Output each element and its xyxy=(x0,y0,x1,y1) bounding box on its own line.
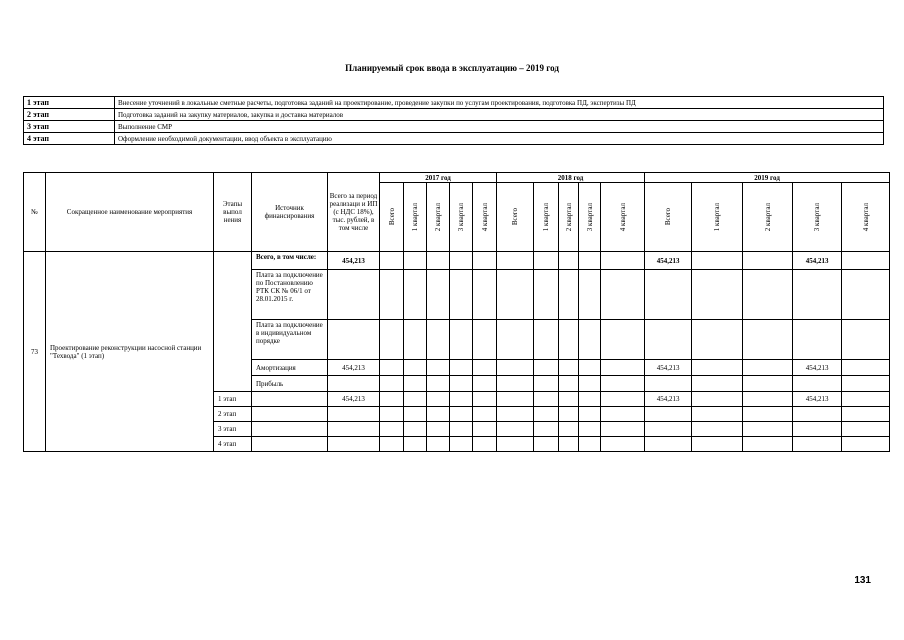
col-header-q1-2019: 1 квартал xyxy=(692,183,743,252)
total-value: 454,213 xyxy=(328,392,380,407)
col-header-vsego-2019: Всего xyxy=(645,183,692,252)
y2019-total-value xyxy=(645,437,692,452)
col-header-q3-2017: 3 квартал xyxy=(450,183,473,252)
source-label: Плата за подключение в индивидуальном порядке xyxy=(252,320,328,360)
total-value: 454,213 xyxy=(328,252,380,270)
y2019-total-value: 454,213 xyxy=(645,392,692,407)
etap-label: 1 этап xyxy=(214,392,252,407)
col-header-source: Источник финансирования xyxy=(252,173,328,252)
col-header-no: № xyxy=(24,173,46,252)
y2019-q3-value: 454,213 xyxy=(793,252,842,270)
col-header-q2-2017: 2 квартал xyxy=(427,183,450,252)
stage-label: 2 этап xyxy=(24,109,115,121)
y2019-total-value xyxy=(645,422,692,437)
stage-label: 3 этап xyxy=(24,121,115,133)
stage-row xyxy=(24,121,884,133)
y2019-q3-value xyxy=(793,320,842,360)
source-label: Всего, в том числе: xyxy=(252,252,328,270)
total-value xyxy=(328,320,380,360)
col-header-vsego-2018: Всего xyxy=(497,183,534,252)
y2019-q3-value xyxy=(793,270,842,320)
y2019-q3-value xyxy=(793,376,842,392)
col-header-q4-2018: 4 квартал xyxy=(601,183,645,252)
total-value xyxy=(328,407,380,422)
y2019-q3-value xyxy=(793,407,842,422)
y2019-q3-value xyxy=(793,437,842,452)
stage-row xyxy=(24,133,884,145)
col-header-q3-2019: 3 квартал xyxy=(793,183,842,252)
year-header-2019: 2019 год xyxy=(645,173,890,183)
stage-row xyxy=(24,97,884,109)
col-header-q4-2017: 4 квартал xyxy=(473,183,497,252)
page-title: Планируемый срок ввода в эксплуатацию – 2019 год xyxy=(345,63,559,73)
schedule-table xyxy=(23,172,890,452)
stage-label: 1 этап xyxy=(24,97,115,109)
total-value xyxy=(328,437,380,452)
row-number: 73 xyxy=(24,252,46,452)
y2019-total-value: 454,213 xyxy=(645,360,692,376)
stage-desc: Подготовка заданий на закупку материалов, закупка и доставка материалов xyxy=(115,109,884,121)
col-header-total: Всего за период реализаци и ИП (с НДС 18%), тыс. рублей, в том числе xyxy=(328,173,380,252)
col-header-q1-2018: 1 квартал xyxy=(534,183,559,252)
stages-table xyxy=(23,96,884,145)
col-header-name: Сокращенное наименование мероприятия xyxy=(46,173,214,252)
y2019-total-value: 454,213 xyxy=(645,252,692,270)
year-header-2018: 2018 год xyxy=(497,173,645,183)
stage-desc: Внесение уточнений в локальные сметные расчеты, подготовка заданий на проектирование, проведение закупки по услугам проектирования, подготовка ПД, экспертизы ПД xyxy=(115,97,884,109)
etap-label: 3 этап xyxy=(214,422,252,437)
total-value xyxy=(328,422,380,437)
col-header-q1-2017: 1 квартал xyxy=(404,183,427,252)
source-label: Амортизация xyxy=(252,360,328,376)
page-number: 131 xyxy=(854,575,871,586)
etap-label: 4 этап xyxy=(214,437,252,452)
y2019-q3-value: 454,213 xyxy=(793,360,842,376)
col-header-stages: Этапы выпол нения xyxy=(214,173,252,252)
row-name: Проектирование реконструкции насосной станции "Техвода" (1 этап) xyxy=(46,252,214,452)
stage-desc: Выполнение СМР xyxy=(115,121,884,133)
stage-row xyxy=(24,109,884,121)
table-row xyxy=(24,252,890,270)
y2019-total-value xyxy=(645,407,692,422)
y2019-q3-value xyxy=(793,422,842,437)
source-label: Плата за подключение по Постановлению РТК СК № 06/1 от 28.01.2015 г. xyxy=(252,270,328,320)
etap-label: 2 этап xyxy=(214,407,252,422)
stage-desc: Оформление необходимой документации, ввод объекта в эксплуатацию xyxy=(115,133,884,145)
col-header-vsego-2017: Всего xyxy=(380,183,404,252)
source-label: Прибыль xyxy=(252,376,328,392)
year-header-2017: 2017 год xyxy=(380,173,497,183)
col-header-q4-2019: 4 квартал xyxy=(842,183,890,252)
total-value: 454,213 xyxy=(328,360,380,376)
y2019-total-value xyxy=(645,376,692,392)
col-header-q2-2018: 2 квартал xyxy=(559,183,579,252)
col-header-q3-2018: 3 квартал xyxy=(579,183,601,252)
stage-label: 4 этап xyxy=(24,133,115,145)
y2019-q3-value: 454,213 xyxy=(793,392,842,407)
col-header-q2-2019: 2 квартал xyxy=(743,183,793,252)
header-row-years xyxy=(24,173,890,183)
y2019-total-value xyxy=(645,270,692,320)
y2019-total-value xyxy=(645,320,692,360)
total-value xyxy=(328,376,380,392)
total-value xyxy=(328,270,380,320)
stages-cell xyxy=(214,252,252,392)
